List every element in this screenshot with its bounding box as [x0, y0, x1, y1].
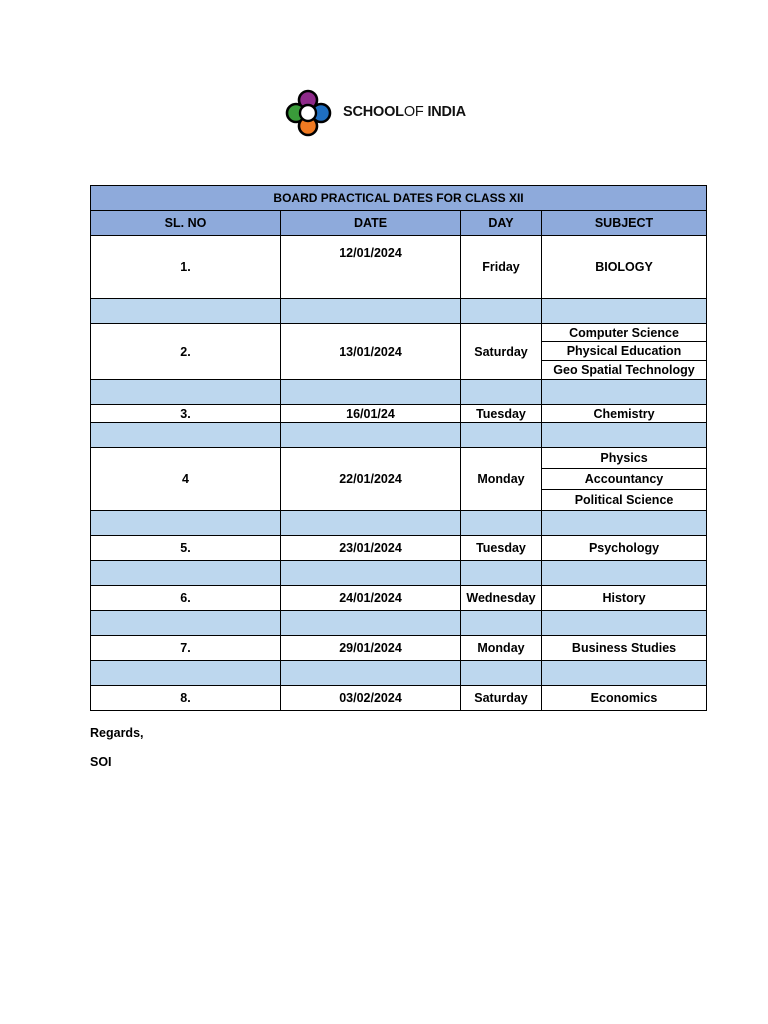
cell-day: Wednesday — [461, 586, 542, 611]
cell-subject: History — [542, 586, 707, 611]
signoff-text: SOI — [90, 755, 112, 769]
cell-day: Tuesday — [461, 536, 542, 561]
table-row — [91, 636, 707, 661]
cell-subject: Chemistry — [542, 405, 707, 423]
spacer-row — [91, 380, 707, 405]
spacer-row — [91, 299, 707, 324]
cell-day: Monday — [461, 636, 542, 661]
cell-sl: 8. — [91, 686, 281, 711]
spacer-row — [91, 611, 707, 636]
cell-day: Friday — [461, 236, 542, 299]
regards-text: Regards, — [90, 726, 144, 740]
practical-dates-table — [90, 185, 707, 711]
cell-date: 24/01/2024 — [281, 586, 461, 611]
subject-item: Physics — [542, 448, 706, 469]
header-day: DAY — [461, 211, 542, 236]
subject-item: Physical Education — [542, 342, 706, 361]
cell-date: 22/01/2024 — [281, 448, 461, 511]
spacer-row — [91, 661, 707, 686]
header-sl-no: SL. NO — [91, 211, 281, 236]
cell-date: 29/01/2024 — [281, 636, 461, 661]
cell-date: 12/01/2024 — [281, 236, 461, 299]
cell-sl: 2. — [91, 324, 281, 380]
spacer-row — [91, 511, 707, 536]
cell-day: Saturday — [461, 324, 542, 380]
school-logo — [282, 86, 482, 142]
cell-subject: Economics — [542, 686, 707, 711]
table-row — [91, 448, 707, 511]
cell-day: Tuesday — [461, 405, 542, 423]
subject-item: Accountancy — [542, 469, 706, 490]
subject-item: Political Science — [574, 493, 674, 507]
cell-sl: 6. — [91, 586, 281, 611]
table-row — [91, 686, 707, 711]
table-title: BOARD PRACTICAL DATES FOR CLASS XII — [91, 186, 707, 211]
cell-sl: 5. — [91, 536, 281, 561]
cell-sl: 1. — [91, 236, 281, 299]
cell-date: 13/01/2024 — [281, 324, 461, 380]
cell-day: Saturday — [461, 686, 542, 711]
cell-sl: 7. — [91, 636, 281, 661]
header-subject: SUBJECT — [542, 211, 707, 236]
table-row — [91, 236, 707, 299]
cell-subject: Business Studies — [542, 636, 707, 661]
subject-item: Computer Science — [542, 324, 706, 342]
spacer-row — [91, 423, 707, 448]
cell-day: Monday — [461, 448, 542, 511]
cell-sl: 4 — [91, 448, 281, 511]
subject-item: Geo Spatial Technology — [553, 363, 695, 377]
cell-date: 16/01/24 — [281, 405, 461, 423]
spacer-row — [91, 561, 707, 586]
table-row — [91, 536, 707, 561]
cell-subject: Psychology — [542, 536, 707, 561]
cell-sl: 3. — [91, 405, 281, 423]
logo-wordmark: SCHOOLOF INDIA — [343, 104, 466, 120]
logo-rings-icon — [282, 86, 338, 142]
header-date: DATE — [281, 211, 461, 236]
table-row — [91, 586, 707, 611]
cell-date: 03/02/2024 — [281, 686, 461, 711]
cell-subject: BIOLOGY — [542, 236, 707, 299]
cell-date: 23/01/2024 — [281, 536, 461, 561]
table-row — [91, 405, 707, 423]
table-row — [91, 324, 707, 380]
cell-subject — [542, 324, 707, 380]
cell-subject — [542, 448, 707, 511]
